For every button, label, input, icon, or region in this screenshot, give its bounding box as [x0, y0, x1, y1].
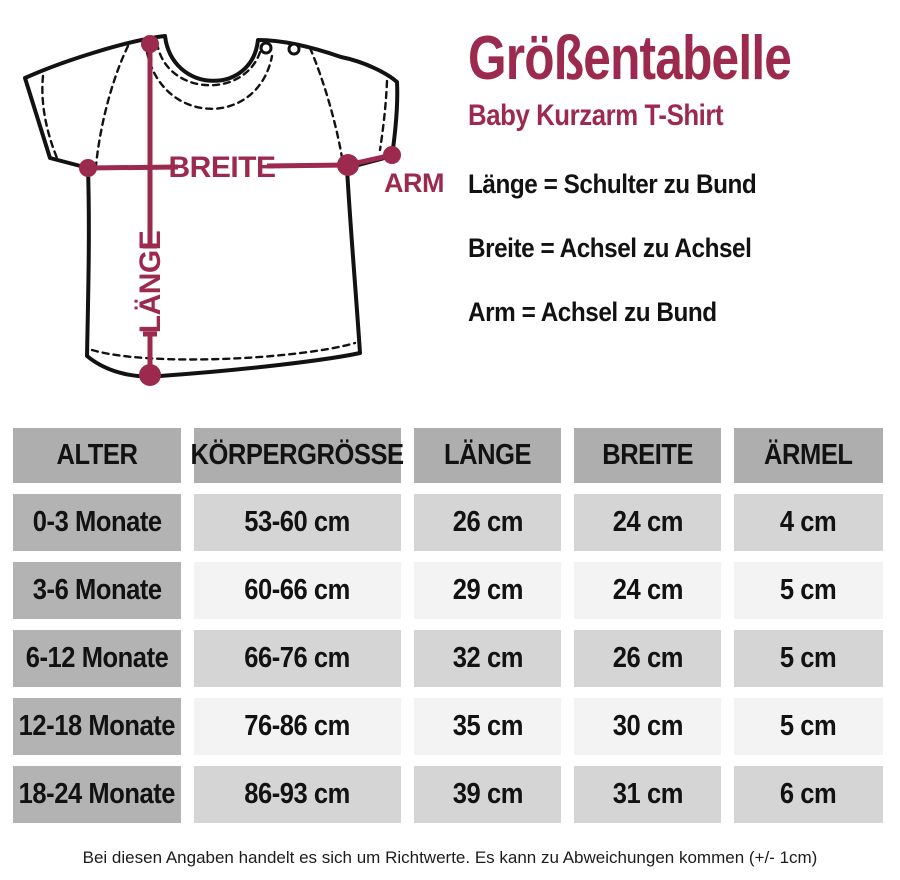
length-cell	[414, 766, 561, 823]
sleeve-cell	[734, 630, 883, 687]
disclaimer-note: Bei diesen Angaben handelt es sich um Richtwerte. Es kann zu Abweichungen kommen (+/- 1cm)	[82, 848, 818, 867]
cell-value: 29 cm	[452, 574, 523, 606]
header-koerpergroesse	[190, 428, 405, 483]
header-laenge	[414, 428, 561, 483]
body-height-cell	[194, 698, 401, 755]
width-cell	[574, 630, 721, 687]
body-height-cell	[194, 494, 401, 551]
hem-point-dot	[139, 364, 161, 386]
cell-value: 31 cm	[612, 778, 683, 810]
shoulder-point-dot	[141, 35, 159, 53]
header-alter-label: ALTER	[56, 439, 138, 471]
cell-value: 60-66 cm	[244, 574, 351, 606]
age-cell	[13, 630, 181, 687]
cell-value: 24 cm	[612, 574, 683, 606]
cell-value: 18-24 Monate	[18, 778, 176, 810]
cell-value: 4 cm	[780, 506, 837, 538]
definition-laenge	[468, 169, 893, 200]
cell-value: 30 cm	[612, 710, 683, 742]
header-breite-label: BREITE	[602, 439, 693, 471]
measurement-definitions	[468, 169, 893, 328]
sleeve-cell	[734, 698, 883, 755]
definition-laenge-text: Länge = Schulter zu Bund	[468, 169, 757, 199]
breite-measure-line-left	[88, 167, 178, 168]
tshirt-outline	[25, 36, 397, 377]
breite-label: BREITE	[168, 151, 276, 184]
page-title-text: Größentabelle	[468, 24, 792, 93]
size-table	[13, 428, 883, 823]
breite-measure-line-right	[267, 165, 348, 166]
definition-breite	[468, 233, 893, 264]
body-height-cell	[194, 766, 401, 823]
length-cell	[414, 494, 561, 551]
cell-value: 5 cm	[780, 642, 837, 674]
sleeve-cell	[734, 766, 883, 823]
page-subtitle-text: Baby Kurzarm T-Shirt	[468, 99, 724, 132]
definition-arm-text: Arm = Achsel zu Bund	[468, 297, 717, 327]
cell-value: 76-86 cm	[244, 710, 351, 742]
laenge-label: LÄNGE	[134, 230, 167, 334]
body-height-cell	[194, 562, 401, 619]
info-panel	[468, 24, 893, 361]
page-title	[468, 24, 893, 93]
cell-value: 5 cm	[780, 574, 837, 606]
age-cell	[13, 494, 181, 551]
sleeve-cell	[734, 562, 883, 619]
cell-value: 12-18 Monate	[18, 710, 176, 742]
cell-value: 53-60 cm	[244, 506, 351, 538]
definition-arm	[468, 297, 893, 328]
definition-breite-text: Breite = Achsel zu Achsel	[468, 233, 752, 263]
page-subtitle	[468, 99, 893, 133]
cell-value: 0-3 Monate	[32, 506, 162, 538]
header-laenge-label: LÄNGE	[443, 439, 532, 471]
header-koerpergroesse-label: KÖRPERGRÖSSE	[190, 439, 405, 471]
arm-label: ARM	[384, 168, 444, 198]
cell-value: 26 cm	[452, 506, 523, 538]
length-cell	[414, 630, 561, 687]
cell-value: 3-6 Monate	[32, 574, 162, 606]
cell-value: 24 cm	[612, 506, 683, 538]
header-alter	[13, 428, 181, 483]
left-armpit-dot	[79, 159, 97, 177]
cell-value: 5 cm	[780, 710, 837, 742]
cell-value: 86-93 cm	[244, 778, 351, 810]
body-height-cell	[194, 630, 401, 687]
header-breite	[574, 428, 721, 483]
width-cell	[574, 698, 721, 755]
cell-value: 35 cm	[452, 710, 523, 742]
snap-button-icon	[289, 44, 299, 54]
cell-value: 32 cm	[452, 642, 523, 674]
cell-value: 26 cm	[612, 642, 683, 674]
cell-value: 6 cm	[780, 778, 837, 810]
age-cell	[13, 562, 181, 619]
header-aermel	[734, 428, 883, 483]
length-cell	[414, 562, 561, 619]
right-armpit-dot	[337, 154, 359, 176]
cell-value: 39 cm	[452, 778, 523, 810]
length-cell	[414, 698, 561, 755]
sleeve-cell	[734, 494, 883, 551]
width-cell	[574, 494, 721, 551]
cell-value: 6-12 Monate	[25, 642, 169, 674]
tshirt-measurement-diagram	[0, 8, 452, 420]
age-cell	[13, 766, 181, 823]
cell-value: 66-76 cm	[244, 642, 351, 674]
age-cell	[13, 698, 181, 755]
sleeve-end-dot	[383, 146, 401, 164]
width-cell	[574, 562, 721, 619]
header-aermel-label: ÄRMEL	[764, 439, 853, 471]
width-cell	[574, 766, 721, 823]
